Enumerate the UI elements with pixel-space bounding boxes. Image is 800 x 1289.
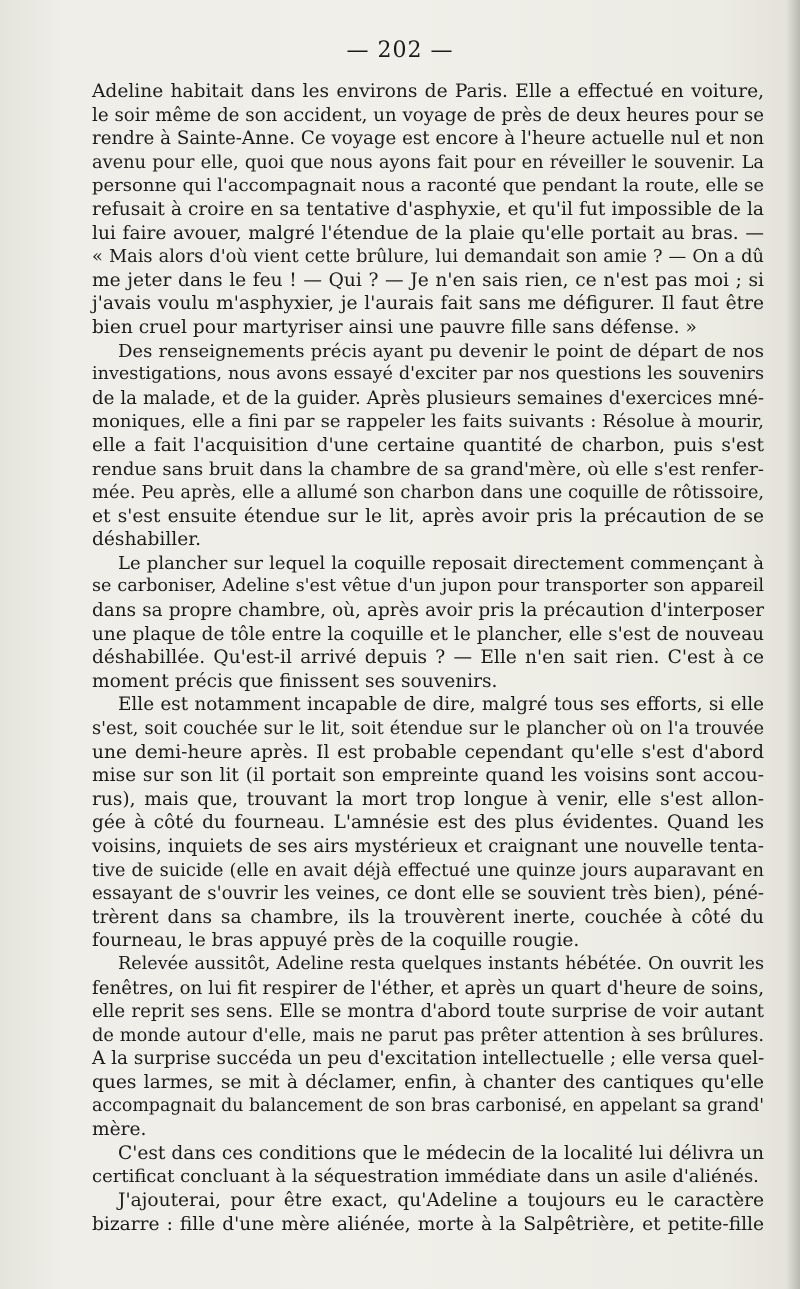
text-line: personne qui l'accompagnait nous a raconté que pendant la route, elle se <box>92 175 764 197</box>
text-line: Adeline habitait dans les environs de Paris. Elle a effectué en voiture, <box>92 81 764 102</box>
text-line: le soir même de son accident, un voyage de près de deux heures pour se <box>92 104 764 126</box>
page-number: — 202 — <box>346 38 454 63</box>
text-line: une demi-heure après. Il est probable cependant qu'elle s'est d'abord <box>92 741 764 763</box>
text-line: lui faire avouer, malgré l'étendue de la plaie qu'elle portait au bras. — <box>92 222 764 244</box>
text-line: elle a fait l'acquisition d'une certaine quantité de charbon, puis s'est <box>92 434 764 456</box>
text-line: de monde autour d'elle, mais ne parut pas prêter attention à ses brûlures. <box>92 1024 764 1046</box>
text-line: Des renseignements précis ayant pu devenir le point de départ de nos <box>118 340 764 362</box>
text-line: s'est, soit couchée sur le lit, soit étendue sur le plancher où on l'a trouvée <box>92 718 764 740</box>
text-line: déshabillée. Qu'est-il arrivé depuis ? — Elle n'en sait rien. C'est à ce <box>92 647 764 669</box>
text-line: j'avais voulu m'asphyxier, je l'aurais fait sans me défigurer. Il faut être <box>92 293 764 315</box>
text-line: J'ajouterai, pour être exact, qu'Adeline a toujours eu le caractère <box>118 1189 764 1211</box>
body-text <box>92 80 764 1236</box>
text-line: se carboniser, Adeline s'est vêtue d'un jupon pour transporter son appareil <box>92 576 764 597</box>
text-line: mée. Peu après, elle a allumé son charbon dans une coquille de rôtissoire, <box>92 482 764 504</box>
text-line: avenu pour elle, quoi que nous ayons fait pour en réveiller le souvenir. La <box>92 151 764 173</box>
text-line: mère. <box>92 1119 147 1141</box>
text-line: une plaque de tôle entre la coquille et le plancher, elle s'est de nouveau <box>92 623 764 645</box>
text-line: voisins, inquiets de ses airs mystérieux et craignant une nouvelle tenta- <box>92 836 764 857</box>
text-line: Relevée aussitôt, Adeline resta quelques instants hébétée. On ouvrit les <box>118 953 764 974</box>
text-line: bizarre : fille d'une mère aliénée, morte à la Salpêtrière, et petite-fille <box>92 1213 764 1235</box>
text-line: tive de suicide (elle en avait déjà effectué une quinze jours auparavant en <box>92 859 764 881</box>
text-line: C'est dans ces conditions que le médecin de la localité lui délivra un <box>118 1142 764 1164</box>
text-line: moniques, elle a fini par se rappeler les faits suivants : Résolue à mourir, <box>92 411 764 433</box>
text-line: fourneau, le bras appuyé près de la coquille rougie. <box>92 930 580 952</box>
text-line: certificat concluant à la séquestration immédiate dans un asile d'aliénés. <box>92 1166 759 1188</box>
text-line: bien cruel pour martyriser ainsi une pauvre fille sans défense. » <box>92 316 697 338</box>
text-line: refusait à croire en sa tentative d'asphyxie, et qu'il fut impossible de la <box>92 198 764 220</box>
text-line: mise sur son lit (il portait son empreinte quand les voisins sont accou- <box>92 765 764 787</box>
text-line: Elle est notamment incapable de dire, malgré tous ses efforts, si elle <box>118 694 764 716</box>
text-line: trèrent dans sa chambre, ils la trouvèrent inerte, couchée à côté du <box>92 906 764 928</box>
text-line: et s'est ensuite étendue sur le lit, après avoir pris la précaution de se <box>92 505 764 527</box>
text-line: accompagnait du balancement de son bras carbonisé, en appelant sa grand' <box>92 1095 764 1116</box>
text-line: essayant de s'ouvrir les veines, ce dont elle se souvient très bien), péné- <box>92 883 764 905</box>
text-line: déshabiller. <box>92 529 202 551</box>
text-line: Le plancher sur lequel la coquille reposait directement commençant à <box>118 552 764 574</box>
text-line: investigations, nous avons essayé d'exciter par nos questions les souvenirs <box>92 364 764 385</box>
text-line: de la malade, et de la guider. Après plusieurs semaines d'exercices mné- <box>92 387 764 409</box>
text-line: rendre à Sainte-Anne. Ce voyage est encore à l'heure actuelle nul et non <box>92 128 764 150</box>
text-line: moment précis que finissent ses souvenirs. <box>92 670 498 692</box>
text-line: « Mais alors d'où vient cette brûlure, lui demandait son amie ? — On a dû <box>92 246 764 268</box>
page-edge-shadow <box>786 0 800 1289</box>
text-line: rus), mais que, trouvant la mort trop longue à venir, elle s'est allon- <box>92 788 764 810</box>
text-line: A la surprise succéda un peu d'excitation intellectuelle ; elle versa quel- <box>92 1048 765 1070</box>
text-line: ques larmes, se mit à déclamer, enfin, à chanter des cantiques qu'elle <box>92 1071 764 1093</box>
text-line: gée à côté du fourneau. L'amnésie est des plus évidentes. Quand les <box>92 812 764 834</box>
text-line: rendue sans bruit dans la chambre de sa grand'mère, où elle s'est renfer- <box>92 458 764 480</box>
text-line: dans sa propre chambre, où, après avoir pris la précaution d'interposer <box>92 600 764 622</box>
text-line: fenêtres, on lui fit respirer de l'éther, et après un quart d'heure de soins, <box>92 977 764 999</box>
text-line: me jeter dans le feu ! — Qui ? — Je n'en sais rien, ce n'est pas moi ; si <box>92 269 764 291</box>
text-line: elle reprit ses sens. Elle se montra d'abord toute surprise de voir autant <box>92 1001 764 1023</box>
